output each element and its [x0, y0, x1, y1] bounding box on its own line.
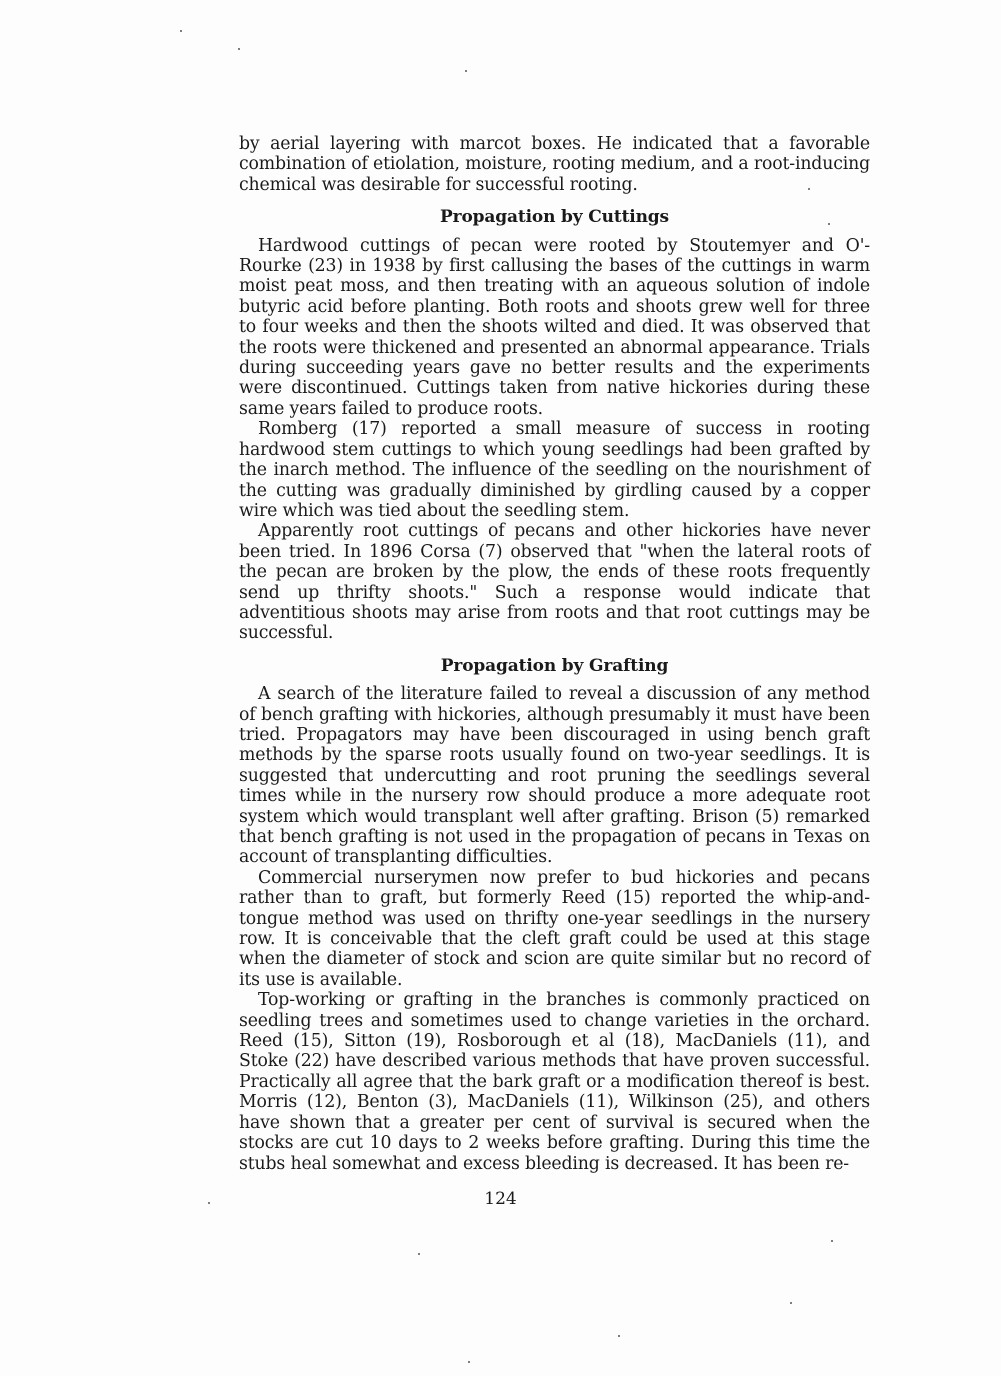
paragraph-cuttings-1: Hardwood cuttings of pecan were rooted by Stoutemyer and O'-Rourke (23) in 1938 by first callusing the bases of the cuttings in warm moist peat moss, and then treating with an aqueous solution of indole butyric acid before planting. Both roots and shoots grew well for three to four weeks and then the shoots wilted and died. It was observed that the roots were thickened and presented an abnormal appearance. Trials during succeeding years gave no better results and the experiments were discontinued. Cuttings taken from native hickories during these same years failed to produce roots.	[239, 235, 870, 419]
text-column	[239, 134, 870, 1174]
scan-speck	[238, 48, 240, 50]
paragraph-grafting-1: A search of the literature failed to reveal a discussion of any method of bench grafting with hickories, although presumably it must have been tried. Propagators may have been discouraged in using bench graft methods by the sparse roots usually found on two-year seedlings. It is suggested that undercutting and root pruning the seedlings several times while in the nursery row should produce a more adequate root system which would transplant well after grafting. Brison (5) remarked that bench grafting is not used in the propagation of pecans in Texas on account of transplanting difficulties.	[239, 684, 870, 868]
scan-speck	[831, 1240, 833, 1242]
scan-speck	[465, 70, 467, 72]
scan-speck	[790, 1302, 792, 1304]
page-number: 124	[484, 1189, 517, 1209]
paragraph-grafting-3: Top-working or grafting in the branches is commonly practiced on seedling trees and sometimes used to change varieties in the orchard. Reed (15), Sitton (19), Rosborough et al (18), MacDaniels (11), and Stoke (22) have described various methods that have proven successful. Practically all agree that the bark graft or a modification thereof is best. Morris (12), Benton (3), MacDaniels (11), Wilkinson (25), and others have shown that a greater per cent of survival is secured when the stocks are cut 10 days to 2 weeks before grafting. During this time the stubs heal somewhat and excess bleeding is decreased. It has been re-	[239, 990, 870, 1174]
scan-speck	[468, 1361, 470, 1363]
paragraph-cuttings-3: Apparently root cuttings of pecans and other hickories have never been tried. In 1896 Corsa (7) observed that "when the lateral roots of the pecan are broken by the plow, the ends of these roots frequently send up thrifty shoots." Such a response would indicate that adventitious shoots may arise from roots and that root cuttings may be successful.	[239, 521, 870, 644]
intro-paragraph: by aerial layering with marcot boxes. He indicated that a favorable combination of etiolation, moisture, rooting medium, and a root-inducing chemical was desirable for successful rooting.	[239, 134, 870, 195]
paragraph-cuttings-2: Romberg (17) reported a small measure of success in rooting hardwood stem cuttings to which young seedlings had been grafted by the inarch method. The influence of the seedling on the nourishment of the cutting was gradually diminished by girdling caused by a copper wire which was tied about the seedling stem.	[239, 419, 870, 521]
section-heading-grafting: Propagation by Grafting	[440, 655, 669, 676]
scan-speck	[180, 30, 182, 32]
scan-speck	[618, 1335, 620, 1337]
scan-speck	[418, 1253, 420, 1255]
paragraph-grafting-2: Commercial nurserymen now prefer to bud hickories and pecans rather than to graft, but formerly Reed (15) reported the whip-and-tongue method was used on thrifty one-year seedlings in the nursery row. It is conceivable that the cleft graft could be used at this stage when the diameter of stock and scion are quite similar but no record of its use is available.	[239, 867, 870, 990]
section-heading-cuttings: Propagation by Cuttings	[440, 207, 669, 228]
